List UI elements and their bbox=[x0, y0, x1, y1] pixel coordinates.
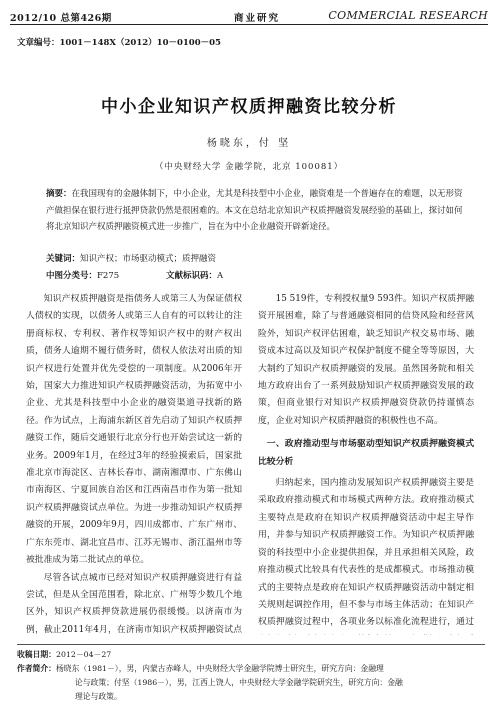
received-value: 2012－04－27 bbox=[55, 650, 112, 659]
document-code bbox=[166, 269, 223, 281]
keywords-text: 知识产权；市场驱动模式；质押融资 bbox=[80, 254, 217, 264]
abstract bbox=[46, 186, 464, 236]
running-header bbox=[10, 8, 488, 25]
issue-info: 2012/10 总第426期 bbox=[10, 13, 112, 24]
bio-line-2: 论与政策；付坚（1986－），男，江西上饶人，中央财经大学金融学院研究生，研究方向：金融 bbox=[75, 678, 403, 687]
footnote-divider bbox=[17, 644, 485, 645]
journal-name-english: COMMERCIAL RESEARCH bbox=[328, 9, 488, 22]
doc-code-label: 文献标识码： bbox=[166, 271, 218, 281]
clc-value: F275 bbox=[97, 271, 120, 281]
abstract-text: 在我国现有的金融体制下，中小企业，尤其是科技型中小企业，融资难是一个普遍存在的难题，以无形资产做担保在银行进行抵押贷款仍然是很困难的。本文在总结北京知识产权质押融资发展经验的基础上，探讨如何将北京知识产权质押融资模式进一步推广，旨在为中小企业融资开辟新途径。 bbox=[46, 189, 463, 232]
section-heading: 一、政府推动型与市场驱动型知识产权质押融资模式比较分析 bbox=[258, 439, 474, 467]
author-bio bbox=[17, 662, 485, 676]
affiliation: （中央财经大学 金融学院，北京 100081） bbox=[154, 162, 344, 172]
keywords bbox=[46, 252, 216, 264]
authors: 杨晓东，付 坚 bbox=[206, 138, 292, 149]
body-column-left bbox=[26, 291, 242, 635]
abstract-label: 摘要： bbox=[46, 189, 72, 199]
body-column-right bbox=[258, 291, 474, 635]
received-date bbox=[17, 648, 485, 662]
paper-title: 中小企业知识产权质押融资比较分析 bbox=[101, 97, 397, 117]
clc-label: 中图分类号： bbox=[46, 271, 98, 281]
bio-label: 作者简介： bbox=[17, 664, 56, 673]
doc-code-value: A bbox=[217, 271, 224, 281]
body-paragraph: 归纳起来，国内推动发展知识产权质押融资主要是采取政府推动模式和市场模式两种方法。政府推动模式主要特点是政府在知识产权质押融资活动中起主导作用，并参与知识产权质押融资工作。为知识产权质押融资的科技型中小企业提供担保，并且承担相关风险，政府推动模式比较具有代表性的是成都模式。市场推动模式的主要特点是政府在知识产权质押融资活动中制定相关规则起调控作用，但不参与市场主体活动；在知识产权质押融资过程中，各项业务以标准化流程进行，通过 bbox=[258, 478, 474, 628]
footnote bbox=[17, 648, 485, 704]
keywords-label: 关键词： bbox=[46, 254, 81, 264]
journal-name: 商业研究 bbox=[234, 13, 281, 24]
body-paragraph: 尽管各试点城市已经对知识产权质押融资进行有益尝试，但是从全国范围看，除北京、广州等少数几个地区外，知识产权质押贷款进展仍很缓慢。以济南市为例，截止2011年4月，在济南市知识产权质押融资试点 bbox=[26, 572, 242, 635]
article-number: 文章编号：1001－148X（2012）10－0100－05 bbox=[17, 38, 221, 48]
received-label: 收稿日期： bbox=[17, 650, 56, 659]
body-paragraph: 15 519件，专利授权量9 593件。知识产权质押融资开展困难，除了与普通融资相同的信贷风险和经营风险外，知识产权评估困难，缺乏知识产权交易市场、融资成本过高以及知识产权保护制度不健全等等原因，大大制约了知识产权质押融资的发展。虽然国务院和相关地方政府出台了一系列鼓励知识产权质押融资发展的政策，但商业银行对知识产权质押融资贷款仍持谨慎态度，企业对知识产权质押融资的积极性也不高。 bbox=[258, 294, 474, 426]
body-paragraph: 知识产权质押融资是指债务人或第三人为保证债权人债权的实现，以债务人或第三人自有的可以转让的注册商标权、专利权、著作权等知识产权中的财产权出质，债务人逾期不履行债务时，债权人依法对出质的知识产权进行处置并优先受偿的一项制度。从2006年开始，国家大力推进知识产权质押融资活动，为拓宽中小企业、尤其是科技型中小企业的融资渠道寻找新的路径。作为试点，上海浦东新区首先启动了知识产权质押融资工作，随后交通银行北京分行也开始尝试这一新的业务。2009年1月，在经过3年的经验摸索后，国家批准北京市海淀区、吉林长春市、湖南湘潭市、广东佛山市南海区、宁夏回族自治区和江西南昌市作为第一批知识产权质押融资试点单位。为进一步推动知识产权质押融资的开展，2009年9月，四川成都市、广东广州市、广东东莞市、湖北宜昌市、江苏无锡市、浙江温州市等被批准成为第二批试点的单位。 bbox=[26, 294, 242, 566]
classification bbox=[46, 269, 224, 281]
bio-line-3: 理论与政策。 bbox=[75, 692, 122, 701]
bio-line-1: 杨晓东（1981－），男，内蒙古赤峰人，中央财经大学金融学院博士研究生，研究方向：金融理 bbox=[55, 664, 384, 673]
